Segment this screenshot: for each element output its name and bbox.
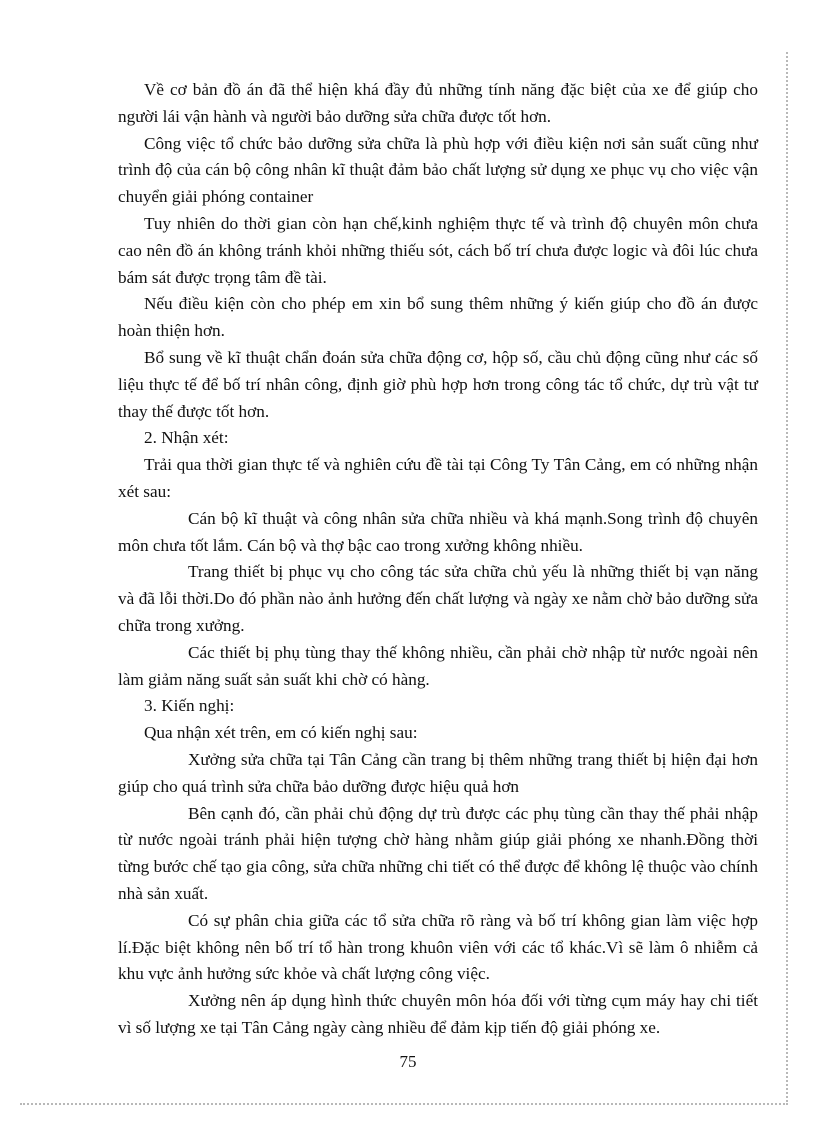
paragraph: Cán bộ kĩ thuật và công nhân sửa chữa nhiều và khá mạnh.Song trình độ chuyên môn chưa tốt lắm. Cán bộ và thợ bậc cao trong xưởng không nhiều. bbox=[118, 508, 758, 555]
section-heading: 2. Nhận xét: bbox=[144, 428, 229, 448]
paragraph: Các thiết bị phụ tùng thay thế không nhiều, cần phải chờ nhập từ nước ngoài nên làm giảm năng suất sản suất khi chờ có hàng. bbox=[118, 642, 758, 689]
paragraph: Trang thiết bị phục vụ cho công tác sửa chữa chủ yếu là những thiết bị vạn năng và đã lỗi thời.Do đó phần nào ảnh hưởng đến chất lượng và ngày xe nằm chờ bảo dưỡng sửa chữa trong xưởng. bbox=[118, 562, 758, 635]
paragraph: Về cơ bản đồ án đã thể hiện khá đầy đủ những tính năng đặc biệt của xe để giúp cho người lái vận hành và người bảo dưỡng sửa chữa được tốt hơn. bbox=[118, 80, 758, 126]
section-heading: 3. Kiến nghị: bbox=[144, 696, 235, 716]
body-text bbox=[118, 77, 758, 1042]
paragraph: Bên cạnh đó, cần phải chủ động dự trù được các phụ tùng cần thay thế phải nhập từ nước ngoài tránh phải hiện tượng chờ hàng nhằm giúp giải phóng xe nhanh.Đồng thời từng bước chế tạo gia công, sửa chữa những chi tiết có thể được để không lệ thuộc vào chính nhà sản xuất. bbox=[118, 803, 758, 903]
paragraph: Xưởng sửa chữa tại Tân Cảng cần trang bị thêm những trang thiết bị hiện đại hơn giúp cho quá trình sửa chữa bảo dưỡng được hiệu quả hơn bbox=[118, 749, 758, 796]
paragraph: Qua nhận xét trên, em có kiến nghị sau: bbox=[144, 723, 418, 743]
page-border-right bbox=[786, 52, 788, 1102]
paragraph: Bổ sung về kĩ thuật chẩn đoán sửa chữa động cơ, hộp số, cầu chủ động cũng như các số liệu thực tế để bố trí nhân công, định giờ phù hợp hơn trong công tác tổ chức, dự trù vật tư thay thế được tốt hơn. bbox=[118, 347, 758, 421]
paragraph: Tuy nhiên do thời gian còn hạn chế,kinh nghiệm thực tế và trình độ chuyên môn chưa cao nên đồ án không tránh khỏi những thiếu sót, cách bố trí chưa được logic và đôi lúc chưa bám sát được trọng tâm đề tài. bbox=[118, 213, 758, 287]
paragraph: Công việc tổ chức bảo dưỡng sửa chữa là phù hợp với điều kiện nơi sản suất cũng như trình độ của cán bộ công nhân kĩ thuật đảm bảo chất lượng sử dụng xe phục vụ cho việc vận chuyển giải phóng container bbox=[118, 133, 758, 207]
paragraph: Có sự phân chia giữa các tổ sửa chữa rõ ràng và bố trí không gian làm việc hợp lí.Đặc biệt không nên bố trí tổ hàn trong khuôn viên với các tổ khác.Vì sẽ làm ô nhiễm cả khu vực ảnh hưởng sức khỏe và chất lượng công việc. bbox=[118, 910, 758, 984]
page-number: 75 bbox=[399, 1052, 417, 1071]
page-border-bottom bbox=[20, 1103, 788, 1105]
paragraph: Trải qua thời gian thực tế và nghiên cứu đề tài tại Công Ty Tân Cảng, em có những nhận xét sau: bbox=[118, 455, 758, 501]
paragraph: Xưởng nên áp dụng hình thức chuyên môn hóa đối với từng cụm máy hay chi tiết vì số lượng xe tại Tân Cảng ngày càng nhiều để đảm kịp tiến độ giải phóng xe. bbox=[118, 991, 758, 1037]
paragraph: Nếu điều kiện còn cho phép em xin bổ sung thêm những ý kiến giúp cho đồ án được hoàn thiện hơn. bbox=[118, 294, 758, 341]
